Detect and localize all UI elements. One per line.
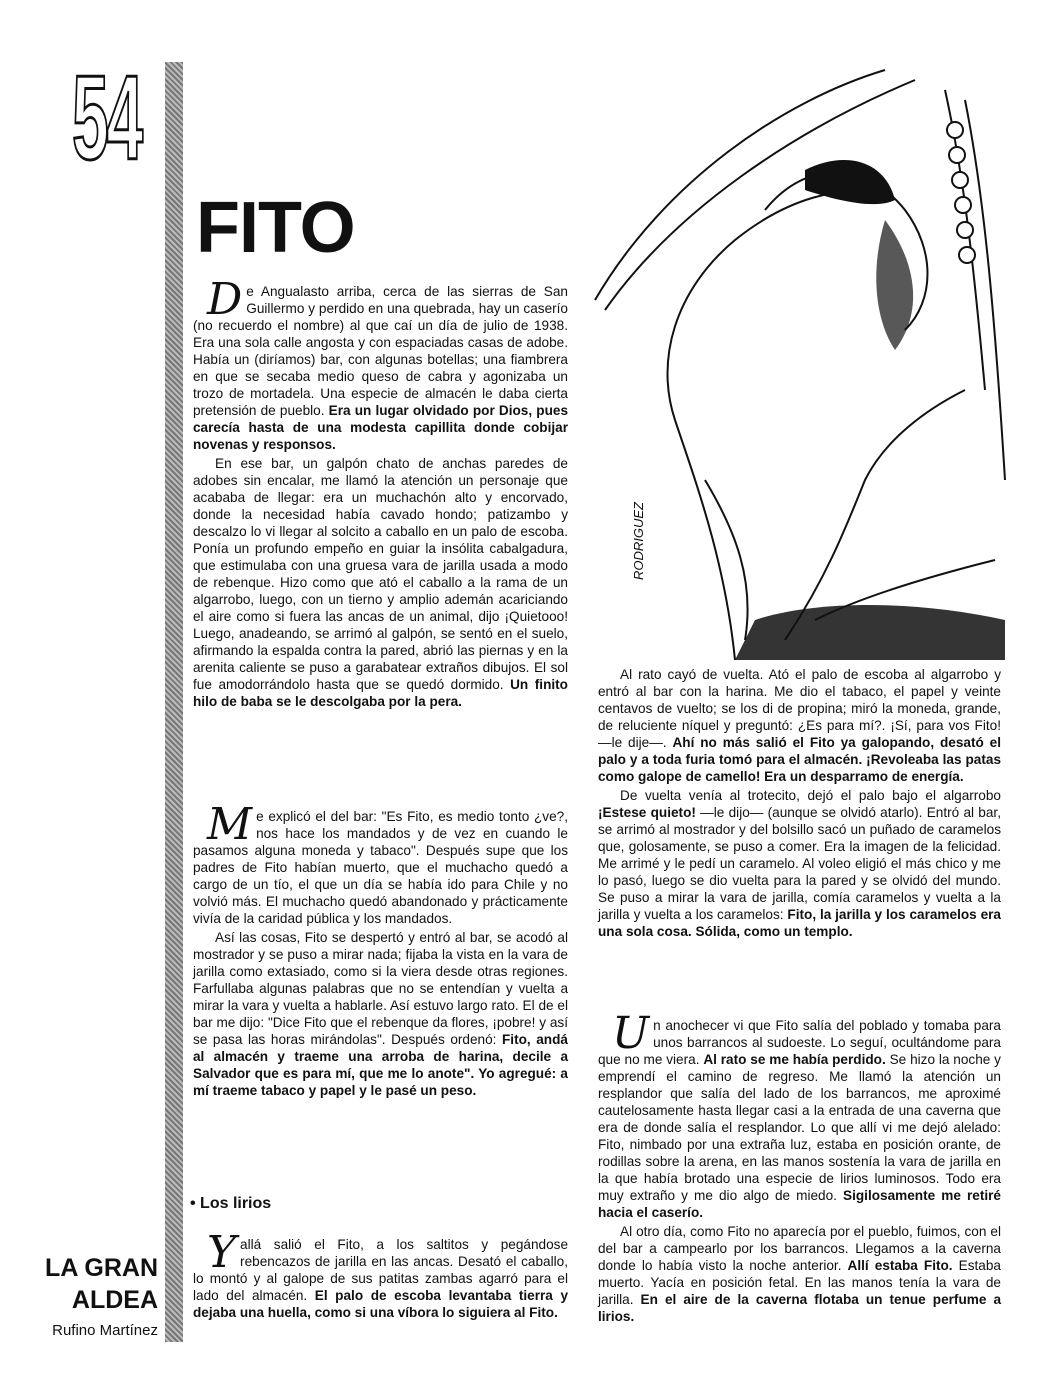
paragraph-text: Así las cosas, Fito se despertó y entró al bar, se acodó al mostrador y se puso a mirar nada; fijaba la vista en la vara de jarilla como extasiado, como si la viera desde otras regiones. Farfullaba algunas palabras que no se entendían y vuelta a mirar la vara y vuelta a hablarle. Así estuvo largo rato. El de el bar me dijo: "Dice Fito que el rebenque da flores, ¡pobre! y así se pasa las horas mirándolas". Después ordenó: bbox=[193, 930, 568, 1047]
paragraph-bold: ¡Estese quieto! bbox=[598, 805, 696, 820]
column-right bbox=[598, 666, 1001, 942]
column-left bbox=[193, 274, 569, 712]
drop-cap: Y bbox=[207, 1227, 237, 1278]
paragraph-text: Al otro día, como Fito no aparecía por el pueblo, fuimos, con el del bar a campearlo por los barrancos. Llegamos a la caverna donde lo había visto la noche anterior. bbox=[598, 1224, 1001, 1273]
drop-cap: D bbox=[207, 274, 243, 325]
paragraph-text: De vuelta venía al trotecito, dejó el palo bajo el algarrobo bbox=[620, 788, 1001, 803]
column-left-2 bbox=[193, 799, 568, 1101]
publication-name bbox=[18, 1252, 158, 1316]
section-heading: • Los lirios bbox=[190, 1195, 272, 1212]
drop-cap: M bbox=[207, 799, 253, 850]
paragraph-bold: Sigilosamente me retiré hacia el caserío. bbox=[598, 1188, 1001, 1220]
paragraph-text: Al rato cayó de vuelta. Ató el palo de escoba al algarrobo y entró al bar con la harina. Me dio el tabaco, el papel y veinte centavos de vuelto; se los di de propina; miró la moneda, grande, de reluciente níquel y preguntó: ¿Es para mí?. ¡Sí, para vos Fito! —le dije—. bbox=[598, 667, 1001, 750]
illustration-signature: RODRIGUEZ bbox=[631, 502, 646, 580]
page-number: 54 bbox=[72, 51, 142, 185]
paragraph-bold: El palo de escoba levantaba tierra y dejaba una huella, como si una víbora lo siguiera al Fito. bbox=[193, 1288, 568, 1320]
paragraph-bold: Fito, andá al almacén y traeme una arroba de harina, decile a Salvador que es para mí, que me lo anote". Yo agregué: a mí traeme tabaco y papel y le pasé un peso. bbox=[193, 1032, 568, 1098]
article-title: FITO bbox=[196, 188, 355, 268]
paragraph-text: Se hizo la noche y emprendí el camino de regreso. Me llamó la atención un resplandor que salía del lado de los barrancos, me aproximé cautelosamente hasta llegar casi a la entrada de una caverna que era de donde salía el resplandor. Lo que allí vi me dejó alelado: Fito, nimbado por una extraña luz, estaba en posición orante, de rodillas sobre la arena, en las manos sostenía la vara de jarilla en la que había brotado una especie de lirios luminosos. Todo era muy extraño y me dio algo de miedo. bbox=[598, 1052, 1001, 1203]
decorative-bar bbox=[165, 62, 183, 1342]
publication-name-line1: LA GRAN bbox=[45, 1254, 158, 1282]
author-name: Rufino Martínez bbox=[52, 1322, 158, 1339]
paragraph-text: Estaba muerto. Yacía en posición fetal. En las manos tenía la vara de jarilla. bbox=[598, 1258, 1001, 1307]
drop-cap: U bbox=[612, 1008, 650, 1059]
paragraph-text: e Angualasto arriba, cerca de las sierras de San Guillermo y perdido en una quebrada, hay un caserío (no recuerdo el nombre) al que caí un día de julio de 1938. Era una sola calle angosta y con espaciadas casas de adobe. Había un (diríamos) bar, con algunas botellas; una fiambrera en que se secaba medio queso de cabra y agonizaba un trozo de mortadela. Una especie de almacén le daba cierta pretensión de pueblo. bbox=[193, 284, 568, 418]
paragraph-bold: Era un lugar olvidado por Dios, pues carecía hasta de una modesta capillita donde cobijar novenas y responsos. bbox=[193, 403, 569, 452]
paragraph-text: n anochecer vi que Fito salía del poblado y tomaba para unos barrancos al sudoeste. Lo seguí, ocultándome para que no me viera. bbox=[598, 1018, 1001, 1067]
publication-name-line2: ALDEA bbox=[71, 1286, 158, 1314]
paragraph-text: allá salió el Fito, a los saltitos y pegándose rebencazos de jarilla en las ancas. Desató el caballo, lo montó y al galope de sus patitas zambas agarró para el lado del almacén. bbox=[193, 1237, 568, 1303]
paragraph-text: En ese bar, un galpón chato de anchas paredes de adobes sin encalar, me llamó la atención un personaje que acababa de llegar: era un muchachón alto y encorvado, donde la necesidad había cavado hondo; patizambo y descalzo lo vi llegar al solcito a caballo en un palo de escoba. Ponía un profundo empeño en guiar la insólita cabalgadura, que estimulaba con una gruesa vara de jarilla usada a modo de rebenque. Hizo como que ató el caballo a la rama de un algarrobo, luego, con un tierno y amplio ademán acariciando el aire como si fuera las ancas de un animal, dijo ¡Quietooo! Luego, anadeando, se arrimó al galpón, se sentó en el suelo, afirmando la espalda contra la pared, abrió las piernas y en la arenita caliente se puso a garabatear extraños dibujos. El sol fue amodorrándolo hasta que se quedó dormido. bbox=[193, 456, 568, 692]
crouching-figure-illustration bbox=[585, 60, 1015, 660]
paragraph-text: —le dijo— (aunque se olvidó atarlo). Entró al bar, se arrimó al mostrador y del bolsillo sacó un puñado de caramelos que, golosamente, se puso a comer. Era la imagen de la felicidad. Me arrimé y le pedí un caramelo. Al voleo eligió el más chico y me lo pasó, luego se dio vuelta para la pared y se olvidó del mundo. Se puso a mirar la vara de jarilla, comía caramelos y vuelta a la jarilla y vuelta a los caramelos: bbox=[598, 805, 1001, 922]
paragraph-bold: Ahí no más salió el Fito ya galopando, desató el palo y a toda furia tomó para el almacén. ¡Revoleaba las patas como galope de camello! Era un desparramo de energía. bbox=[598, 735, 1001, 784]
paragraph-bold: Fito, la jarilla y los caramelos era una sola cosa. Sólida, como un templo. bbox=[598, 907, 1001, 939]
column-left-3 bbox=[193, 1227, 568, 1323]
paragraph-text: e explicó el del bar: "Es Fito, es medio tonto ¿ve?, nos hace los mandados y de vez en cuando le pasamos alguna moneda y tabaco". Después supe que los padres de Fito habían muerto, que el muchacho quedó a cargo de un tío, el que un día se había ido para Chile y no volvió más. El muchacho quedó abandonado y prácticamente vivía de la caridad pública y los mandados. bbox=[193, 809, 568, 926]
paragraph-bold: Al rato se me había perdido. bbox=[703, 1052, 886, 1067]
paragraph-bold: Allí estaba Fito. bbox=[847, 1258, 953, 1273]
paragraph-bold: Un finito hilo de baba se le descolgaba por la pera. bbox=[193, 677, 568, 709]
paragraph-bold: En el aire de la caverna flotaba un tenue perfume a lirios. bbox=[598, 1292, 1002, 1324]
column-right-2 bbox=[598, 1008, 1002, 1327]
